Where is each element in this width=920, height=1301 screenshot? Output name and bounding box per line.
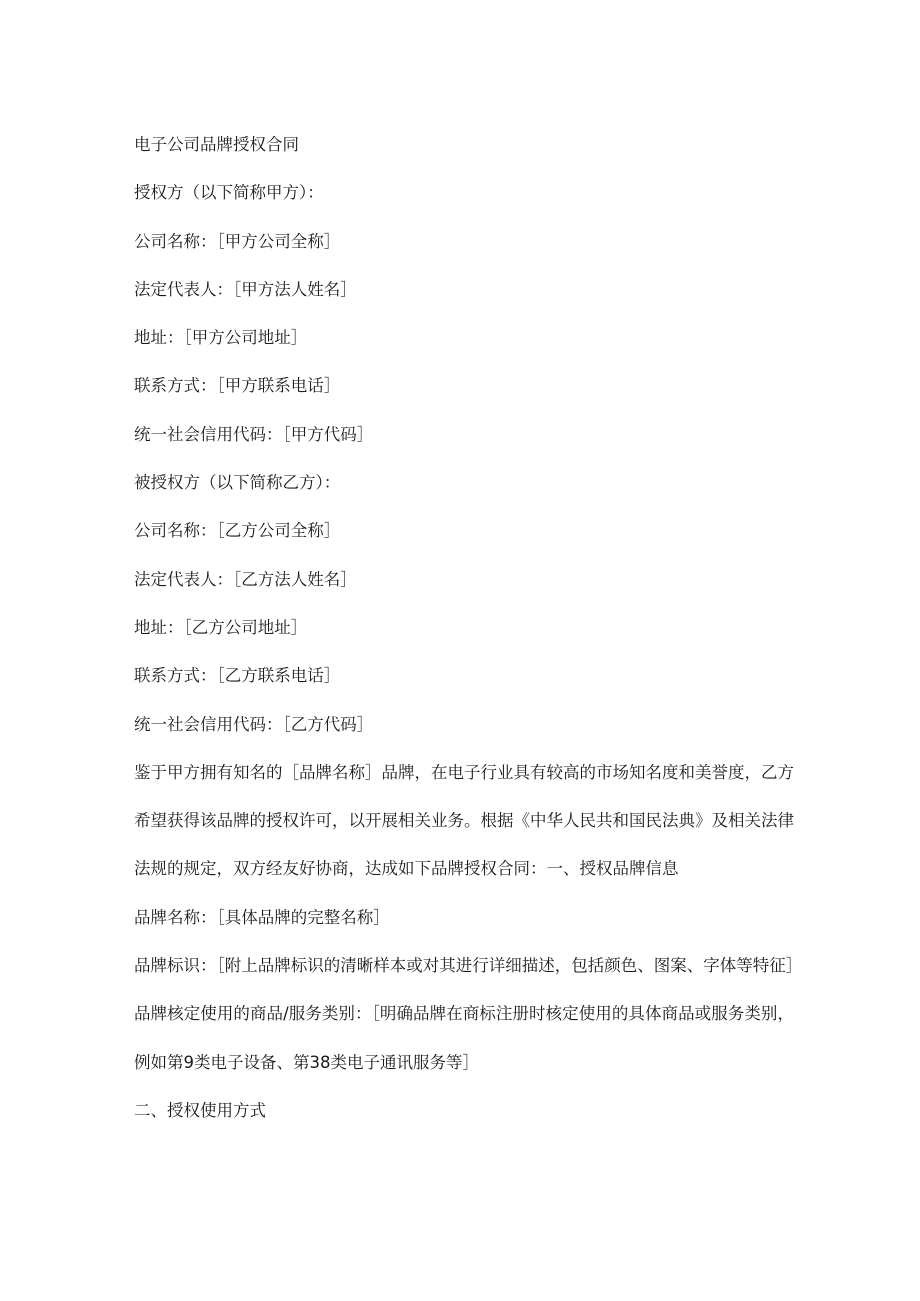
licensee-address: 地址：［乙方公司地址］ (134, 617, 308, 637)
document-title: 电子公司品牌授权合同 (134, 135, 299, 154)
licensee-contact: 联系方式：［乙方联系电话］ (134, 666, 341, 686)
section-two-heading: 二、授权使用方式 (134, 1100, 266, 1120)
brand-name: 品牌名称：［具体品牌的完整名称］ (134, 907, 390, 927)
licensee-heading: 被授权方（以下简称乙方）： (134, 473, 341, 493)
licensor-legal-rep: 法定代表人：［甲方法人姓名］ (134, 279, 357, 299)
document-page (134, 121, 803, 1135)
licensor-address: 地址：［甲方公司地址］ (134, 328, 308, 348)
licensee-legal-rep: 法定代表人：［乙方法人姓名］ (134, 569, 357, 589)
brand-mark: 品牌标识：［附上品牌标识的清晰样本或对其进行详细描述，包括颜色、图案、字体等特征］ (134, 956, 803, 976)
licensor-company-name: 公司名称：［甲方公司全称］ (134, 231, 341, 251)
preamble-paragraph: 鉴于甲方拥有知名的［品牌名称］品牌，在电子行业具有较高的市场知名度和美誉度，乙方希望获得该品牌的授权许可，以开展相关业务。根据《中华人民共和国民法典》及相关法律法规的规定，双方经友好协商，达成如下品牌授权合同：一、授权品牌信息 (134, 762, 794, 879)
licensor-credit-code: 统一社会信用代码：［甲方代码］ (134, 424, 374, 444)
brand-categories: 品牌核定使用的商品/服务类别：［明确品牌在商标注册时核定使用的具体商品或服务类别，例如第9类电子设备、第38类电子通讯服务等］ (134, 1004, 794, 1072)
licensor-heading: 授权方（以下简称甲方）： (134, 183, 324, 203)
licensor-contact: 联系方式：［甲方联系电话］ (134, 376, 341, 396)
licensee-company-name: 公司名称：［乙方公司全称］ (134, 521, 341, 541)
licensee-credit-code: 统一社会信用代码：［乙方代码］ (134, 714, 374, 734)
